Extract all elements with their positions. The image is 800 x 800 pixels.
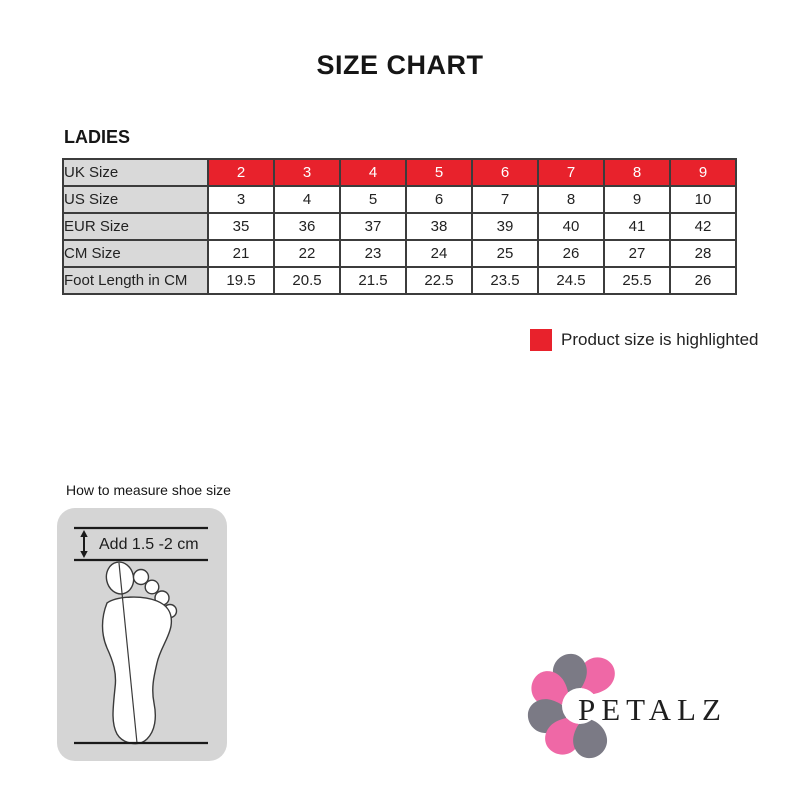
size-cell: 25.5 bbox=[604, 267, 670, 294]
size-cell: 24.5 bbox=[538, 267, 604, 294]
size-cell: 4 bbox=[274, 186, 340, 213]
size-cell: 8 bbox=[538, 186, 604, 213]
size-cell: 7 bbox=[472, 186, 538, 213]
size-cell-highlighted: 3 bbox=[274, 159, 340, 186]
size-cell: 21 bbox=[208, 240, 274, 267]
measure-note: Add 1.5 -2 cm bbox=[99, 536, 199, 553]
size-cell: 38 bbox=[406, 213, 472, 240]
size-cell: 21.5 bbox=[340, 267, 406, 294]
brand-name: PETALZ bbox=[578, 692, 727, 727]
size-cell: 26 bbox=[670, 267, 736, 294]
size-cell: 24 bbox=[406, 240, 472, 267]
row-label: Foot Length in CM bbox=[63, 267, 208, 294]
size-cell-highlighted: 2 bbox=[208, 159, 274, 186]
measure-diagram bbox=[57, 508, 227, 761]
size-cell: 28 bbox=[670, 240, 736, 267]
row-label: EUR Size bbox=[63, 213, 208, 240]
row-label: UK Size bbox=[63, 159, 208, 186]
size-cell: 10 bbox=[670, 186, 736, 213]
size-cell: 41 bbox=[604, 213, 670, 240]
size-cell: 40 bbox=[538, 213, 604, 240]
size-cell: 23 bbox=[340, 240, 406, 267]
size-cell: 5 bbox=[340, 186, 406, 213]
size-cell: 42 bbox=[670, 213, 736, 240]
table-row bbox=[63, 213, 736, 240]
size-cell-highlighted: 6 bbox=[472, 159, 538, 186]
size-cell: 23.5 bbox=[472, 267, 538, 294]
double-arrow-icon bbox=[80, 530, 87, 558]
table-row bbox=[63, 159, 736, 186]
size-cell: 25 bbox=[472, 240, 538, 267]
size-cell: 22 bbox=[274, 240, 340, 267]
size-cell: 3 bbox=[208, 186, 274, 213]
size-table-body bbox=[63, 159, 736, 294]
size-cell: 27 bbox=[604, 240, 670, 267]
size-cell: 22.5 bbox=[406, 267, 472, 294]
table-row bbox=[63, 186, 736, 213]
legend-label: Product size is highlighted bbox=[561, 330, 759, 349]
size-cell-highlighted: 7 bbox=[538, 159, 604, 186]
foot-outline bbox=[103, 560, 177, 744]
size-cell-highlighted: 4 bbox=[340, 159, 406, 186]
section-heading-ladies: LADIES bbox=[64, 127, 131, 147]
row-label: CM Size bbox=[63, 240, 208, 267]
size-cell: 35 bbox=[208, 213, 274, 240]
row-label: US Size bbox=[63, 186, 208, 213]
size-cell-highlighted: 8 bbox=[604, 159, 670, 186]
size-cell: 26 bbox=[538, 240, 604, 267]
table-row bbox=[63, 267, 736, 294]
legend bbox=[530, 329, 759, 351]
size-cell: 36 bbox=[274, 213, 340, 240]
size-table bbox=[62, 158, 737, 295]
page-title: SIZE CHART bbox=[316, 50, 484, 80]
size-cell: 9 bbox=[604, 186, 670, 213]
size-cell: 20.5 bbox=[274, 267, 340, 294]
size-cell: 37 bbox=[340, 213, 406, 240]
table-row bbox=[63, 240, 736, 267]
measure-heading: How to measure shoe size bbox=[66, 482, 231, 498]
size-cell: 19.5 bbox=[208, 267, 274, 294]
highlight-swatch-icon bbox=[530, 329, 552, 351]
size-cell-highlighted: 9 bbox=[670, 159, 736, 186]
size-cell: 39 bbox=[472, 213, 538, 240]
size-cell: 6 bbox=[406, 186, 472, 213]
brand-logo bbox=[524, 650, 734, 765]
size-cell-highlighted: 5 bbox=[406, 159, 472, 186]
